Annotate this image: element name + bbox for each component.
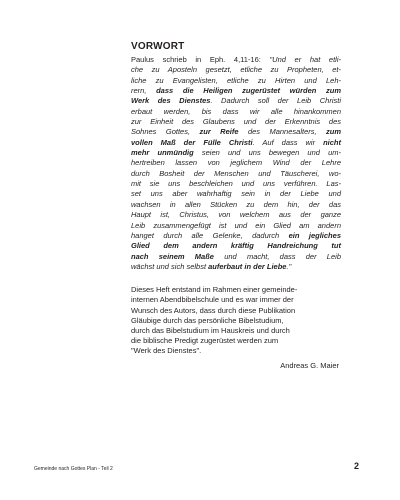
text-run: che zu Aposteln gesetzt, etliche zu Propheten, et- — [131, 65, 341, 75]
paragraph-spacer — [131, 272, 341, 285]
emphasized-text: nicht — [323, 137, 341, 147]
text-line — [131, 241, 341, 251]
text-run: rern, — [131, 86, 157, 96]
text-run: set uns aber wahrhaftig sein in der Liebe und — [131, 189, 341, 199]
text-run: "Und er hat etli- — [269, 55, 341, 64]
page-title: VORWORT — [131, 41, 185, 52]
text-line — [131, 221, 341, 231]
emphasized-text: zum — [326, 127, 341, 137]
text-line — [131, 179, 341, 189]
text-line: Wunsch des Autors, dass durch diese Publikation — [131, 305, 296, 315]
foreword-paragraph-scripture — [131, 55, 341, 272]
text-line — [131, 252, 341, 262]
text-line — [131, 169, 341, 179]
text-run: mit sie uns beschleichen und uns verführen. Las- — [131, 179, 341, 189]
text-line — [131, 76, 341, 86]
text-line — [131, 117, 341, 127]
text-run: Haupt ist, Christus, von welchem aus der ganze — [131, 210, 341, 220]
text-line — [131, 148, 341, 158]
text-line — [131, 138, 341, 148]
text-run: ." — [286, 261, 292, 271]
text-run: zur Einheit des Glaubens und der Erkenntnis des — [131, 117, 341, 127]
text-run: erbaut werden, bis dass wir alle hinankommen — [131, 106, 341, 116]
emphasized-text: vollen Maß der Fülle Christi — [131, 137, 253, 147]
emphasized-text: nach seinem Maße — [131, 251, 214, 261]
text-line: Dieses Heft entstand im Rahmen einer gemeinde- — [131, 285, 298, 295]
text-run: . Dadurch soll der Leib Christi — [210, 96, 341, 106]
text-line — [131, 86, 341, 96]
text-line: durch das Bibelstudium im Hauskreis und durch — [131, 326, 290, 336]
text-line — [131, 262, 341, 272]
text-run: wächst und sich selbst — [131, 261, 209, 271]
text-run: . Auf dass wir — [252, 137, 324, 147]
foreword-paragraph-purpose — [131, 285, 341, 356]
text-line — [131, 189, 341, 199]
text-line — [131, 231, 341, 241]
foreword-section — [131, 40, 341, 371]
text-run: hanget durch alle Gelenke, dadurch — [131, 230, 289, 240]
text-line: "Werk des Dienstes". — [131, 346, 202, 356]
text-run: seien und uns bewegen und um- — [193, 148, 341, 158]
text-line — [131, 107, 341, 117]
emphasized-text: mehr unmündig — [131, 148, 194, 158]
text-line — [131, 210, 341, 220]
author-signature: Andreas G. Maier — [280, 360, 339, 370]
footer-title: Gemeinde nach Gottes Plan - Teil 2 — [34, 466, 113, 472]
text-line — [131, 158, 341, 168]
text-line — [131, 127, 341, 137]
emphasized-text: auferbaut in der Liebe — [208, 261, 287, 271]
text-line: internen Abendbibelschule und es war immer der — [131, 295, 294, 305]
text-run: und macht, dass der Leib — [213, 251, 341, 261]
text-run: Paulus schrieb in Eph. 4,11-16: — [131, 55, 270, 64]
text-line — [131, 65, 341, 75]
page-number: 2 — [354, 461, 360, 471]
text-run: Sohnes Gottes, — [131, 127, 200, 137]
text-line — [131, 200, 341, 210]
text-run: des Mannesalters, — [238, 127, 326, 137]
text-run: Leib zusammengefügt ist und ein Glied am andern — [131, 220, 341, 230]
emphasized-text: ein jegliches — [288, 230, 341, 240]
emphasized-text: zur Reife — [199, 127, 239, 137]
emphasized-text: Werk des Dienstes — [131, 96, 211, 106]
text-line — [131, 55, 341, 65]
emphasized-text: dass die Heiligen zugerüstet würden zum — [156, 86, 341, 96]
text-line — [131, 96, 341, 106]
text-run: durch Bosheit der Menschen und Täuscherei, wo- — [131, 168, 341, 178]
text-run: hertreiben lassen von jeglichem Wind der Lehre — [131, 158, 341, 168]
text-run: wachsen in allen Stücken zu dem hin, der das — [131, 199, 341, 209]
text-run: liche zu Evangelisten, etliche zu Hirten und Leh- — [131, 75, 341, 85]
text-line: die biblische Predigt zugerüstet werden zum — [131, 336, 279, 346]
emphasized-text: Glied dem andern kräftig Handreichung tut — [131, 241, 341, 251]
text-line: Gläubige durch das persönliche Bibelstudium, — [131, 315, 284, 325]
